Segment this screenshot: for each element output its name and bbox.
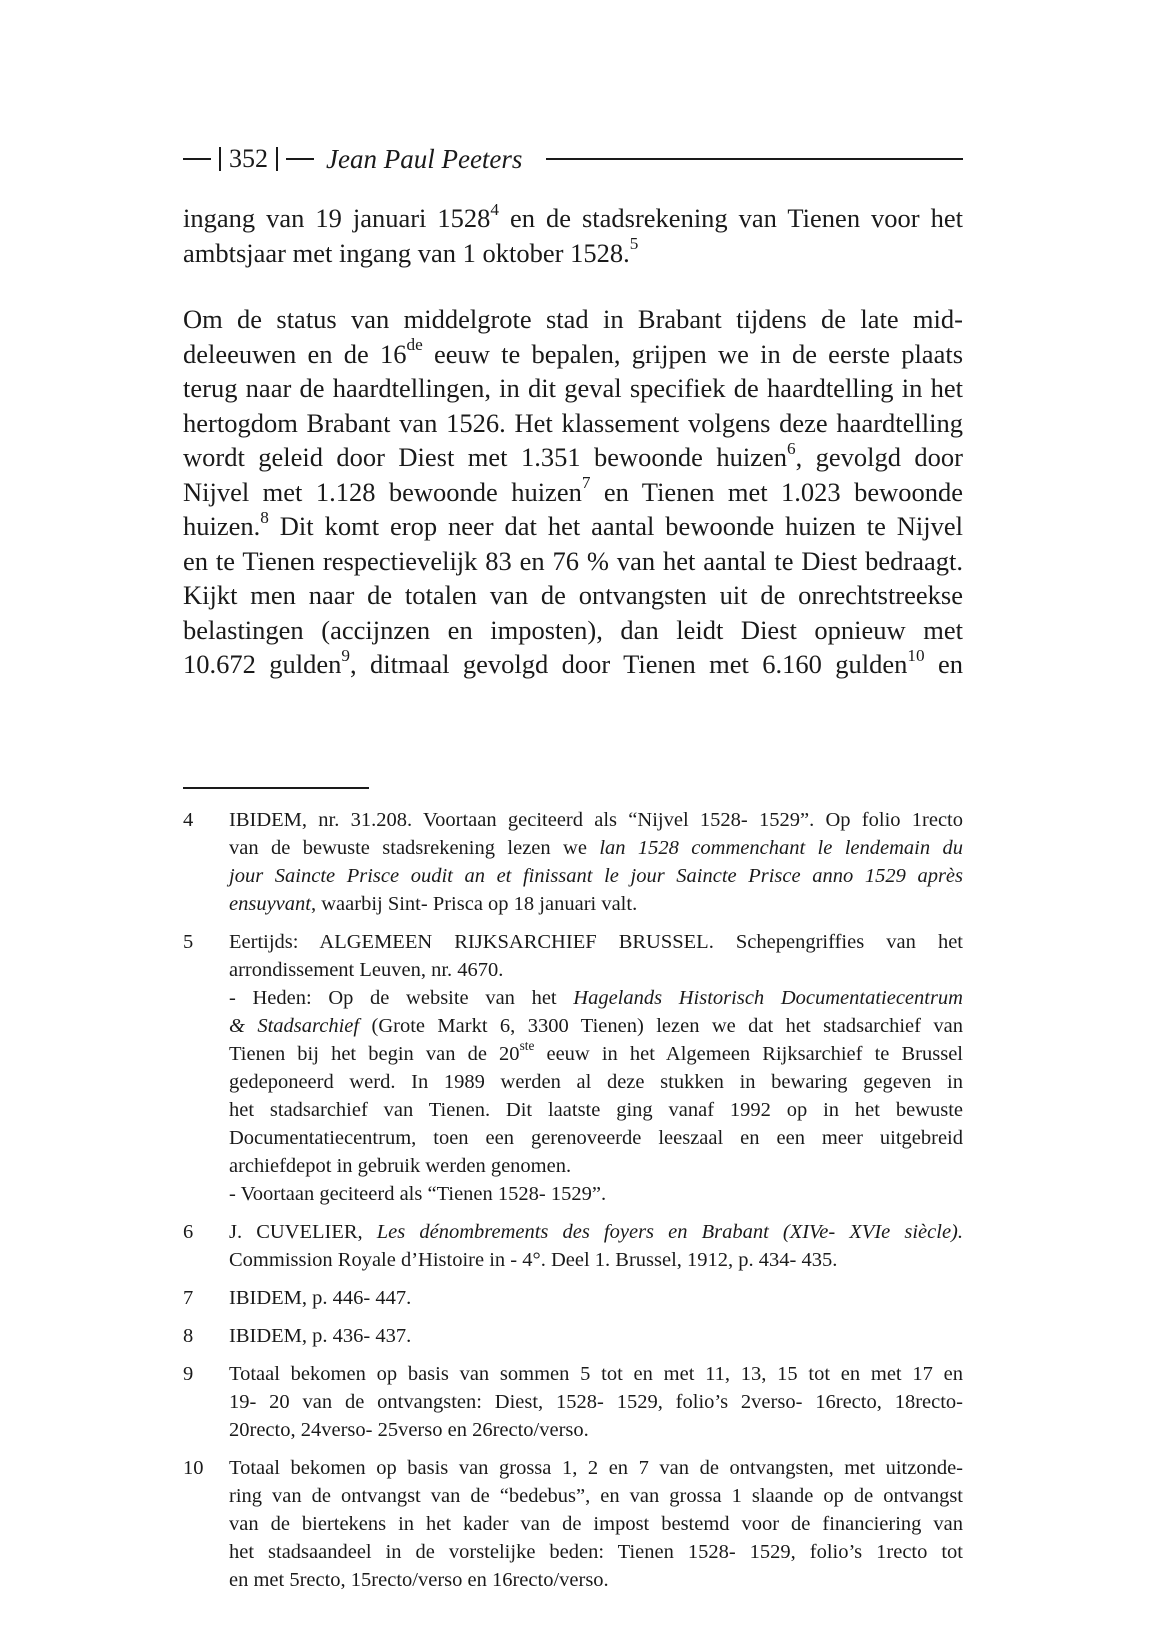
footnote-number: 7: [183, 1287, 194, 1309]
running-head-author: Jean Paul Peeters: [326, 143, 523, 174]
footnote-number: 6: [183, 1221, 194, 1243]
footnote-ref[interactable]: 5: [629, 234, 639, 254]
footnote-text: Totaal bekomen op basis van grossa 1, 2 en 7 van de ontvangsten, met uitzonde- ring van de ontvangst van de “bedebus”, en van grossa 1 slaande op de ontvangst van de biertekens in het kader van de impost bestemd voor de financiering van het stadsaandeel in de vorstelijke beden: Tienen 1528- 1529, folio’s 1recto tot en met 5recto, 15recto/verso en 16recto/verso.: [229, 1457, 963, 1591]
paragraph-line: terug naar de haardtellingen, in dit geval specifiek de haardtelling in het: [183, 373, 963, 403]
footnote-text: IBIDEM, p. 446- 447.: [229, 1287, 412, 1309]
footnote-5: [183, 928, 963, 1208]
footnote-ref[interactable]: 4: [490, 199, 499, 219]
paragraph-line: belastingen (accijnzen en imposten), dan leidt Diest opnieuw met: [183, 614, 963, 645]
running-head-dash: [183, 158, 211, 160]
footnote-text: IBIDEM, p. 436- 437.: [229, 1325, 412, 1347]
footnote-10: [183, 1454, 963, 1594]
footnote-number: 5: [183, 931, 194, 953]
page-number: 352: [229, 144, 268, 173]
footnote-text: Totaal bekomen op basis van sommen 5 tot en met 11, 13, 15 tot en met 17 en 19- 20 van de ontvangsten: Diest, 1528- 1529, folio’s 2verso- 16recto, 18recto- 20recto, 24verso- 25verso en 26recto/verso.: [229, 1363, 963, 1441]
paragraph-line: wordt geleid door Diest met 1.351 bewoonde huizen$^6$, gevolgd door: [183, 438, 963, 472]
paragraph-line: Kijkt men naar de totalen van de ontvangsten uit de onrechtstreekse: [183, 580, 963, 610]
running-head-rule: [546, 158, 963, 160]
paragraph-line: Om de status van middelgrote stad in Brabant tijdens de late mid-: [183, 304, 963, 334]
running-head-bar: [276, 147, 278, 171]
paragraph-line: Nijvel met 1.128 bewoonde huizen$^7$ en Tienen met 1.023 bewoonde: [183, 473, 963, 507]
footnote-4: [183, 806, 963, 918]
footnote-6: [183, 1218, 963, 1274]
footnote-9: [183, 1360, 963, 1444]
paragraph-line: deleeuwen en de 16de eeuw te bepalen, grijpen we in de eerste plaats: [183, 335, 964, 369]
footnote-number: 9: [183, 1363, 194, 1385]
footnote-ref[interactable]: 9: [341, 645, 350, 665]
paragraph-line: 10.672 gulden$^9$, ditmaal gevolgd door Tienen met 6.160 gulden$^{10}$ en: [183, 645, 964, 679]
footnotes: [183, 806, 963, 1604]
paragraph-line: en te Tienen respectievelijk 83 en 76 % van het aantal te Diest bedraagt.: [183, 545, 963, 576]
footnote-ref[interactable]: 8: [260, 507, 269, 527]
footnote-separator: [183, 787, 369, 789]
paragraph-line: ingang van 19 januari 1528$^4$ en de stadsrekening van Tienen voor het: [183, 199, 963, 233]
footnote-ref[interactable]: 6: [786, 438, 796, 458]
footnote-number: 8: [183, 1325, 194, 1347]
paragraph-line: hertogdom Brabant van 1526. Het klassement volgens deze haardtelling: [183, 407, 963, 438]
footnote-ref[interactable]: 7: [581, 473, 591, 493]
footnote-text: Eertijds: ALGEMEEN RIJKSARCHIEF BRUSSEL. Schepengriffies van het arrondissement Leuven, nr. 4670. - Heden: Op de website van het Hagelands Historisch Documentatiecentrum & Stadsarchief (Grote Markt 6, 3300 Tienen) lezen we dat het stadsarchief van Tienen bij het begin van de 20ste eeuw in het Algemeen Rijksarchief te Brussel gedeponeerd werd. In 1989 werden al deze stukken in bewaring gegeven in het stadsarchief van Tienen. Dit laatste ging vanaf 1992 op in het bewuste Documentatiecentrum, toen een gerenoveerde leeszaal en een meer uitgebreid archiefdepot in gebruik werden genomen. - Voortaan geciteerd als “Tienen 1528- 1529”.: [229, 931, 963, 1205]
paragraph-line: ambtsjaar met ingang van 1 oktober 1528.$^5$: [183, 234, 639, 268]
footnote-number: 10: [183, 1457, 204, 1479]
footnote-7: [183, 1284, 963, 1312]
paragraph-2: [183, 302, 963, 682]
footnote-number: 4: [183, 809, 194, 831]
footnote-text: IBIDEM, nr. 31.208. Voortaan geciteerd als “Nijvel 1528- 1529”. Op folio 1recto van de bewuste stadsrekening lezen we lan 1528 commenchant le lendemain du jour Saincte Prisce oudit an et finissant le jour Saincte Prisce anno 1529 après ensuyvant, waarbij Sint- Prisca op 18 januari valt.: [229, 809, 964, 915]
footnote-text: J. CUVELIER, Les dénombrements des foyers en Brabant (XIVe- XVIe siècle). Commission Royale d’Histoire in - 4°. Deel 1. Brussel, 1912, p. 434- 435.: [229, 1221, 964, 1271]
footnote-8: [183, 1322, 963, 1350]
running-head-bar: [219, 147, 221, 171]
paragraph-1: [183, 201, 963, 270]
paragraph-line: huizen.$^8$ Dit komt erop neer dat het aantal bewoonde huizen te Nijvel: [183, 507, 963, 541]
running-head: [183, 142, 963, 176]
running-head-dash: [286, 158, 314, 160]
footnote-ref[interactable]: 10: [907, 645, 925, 665]
